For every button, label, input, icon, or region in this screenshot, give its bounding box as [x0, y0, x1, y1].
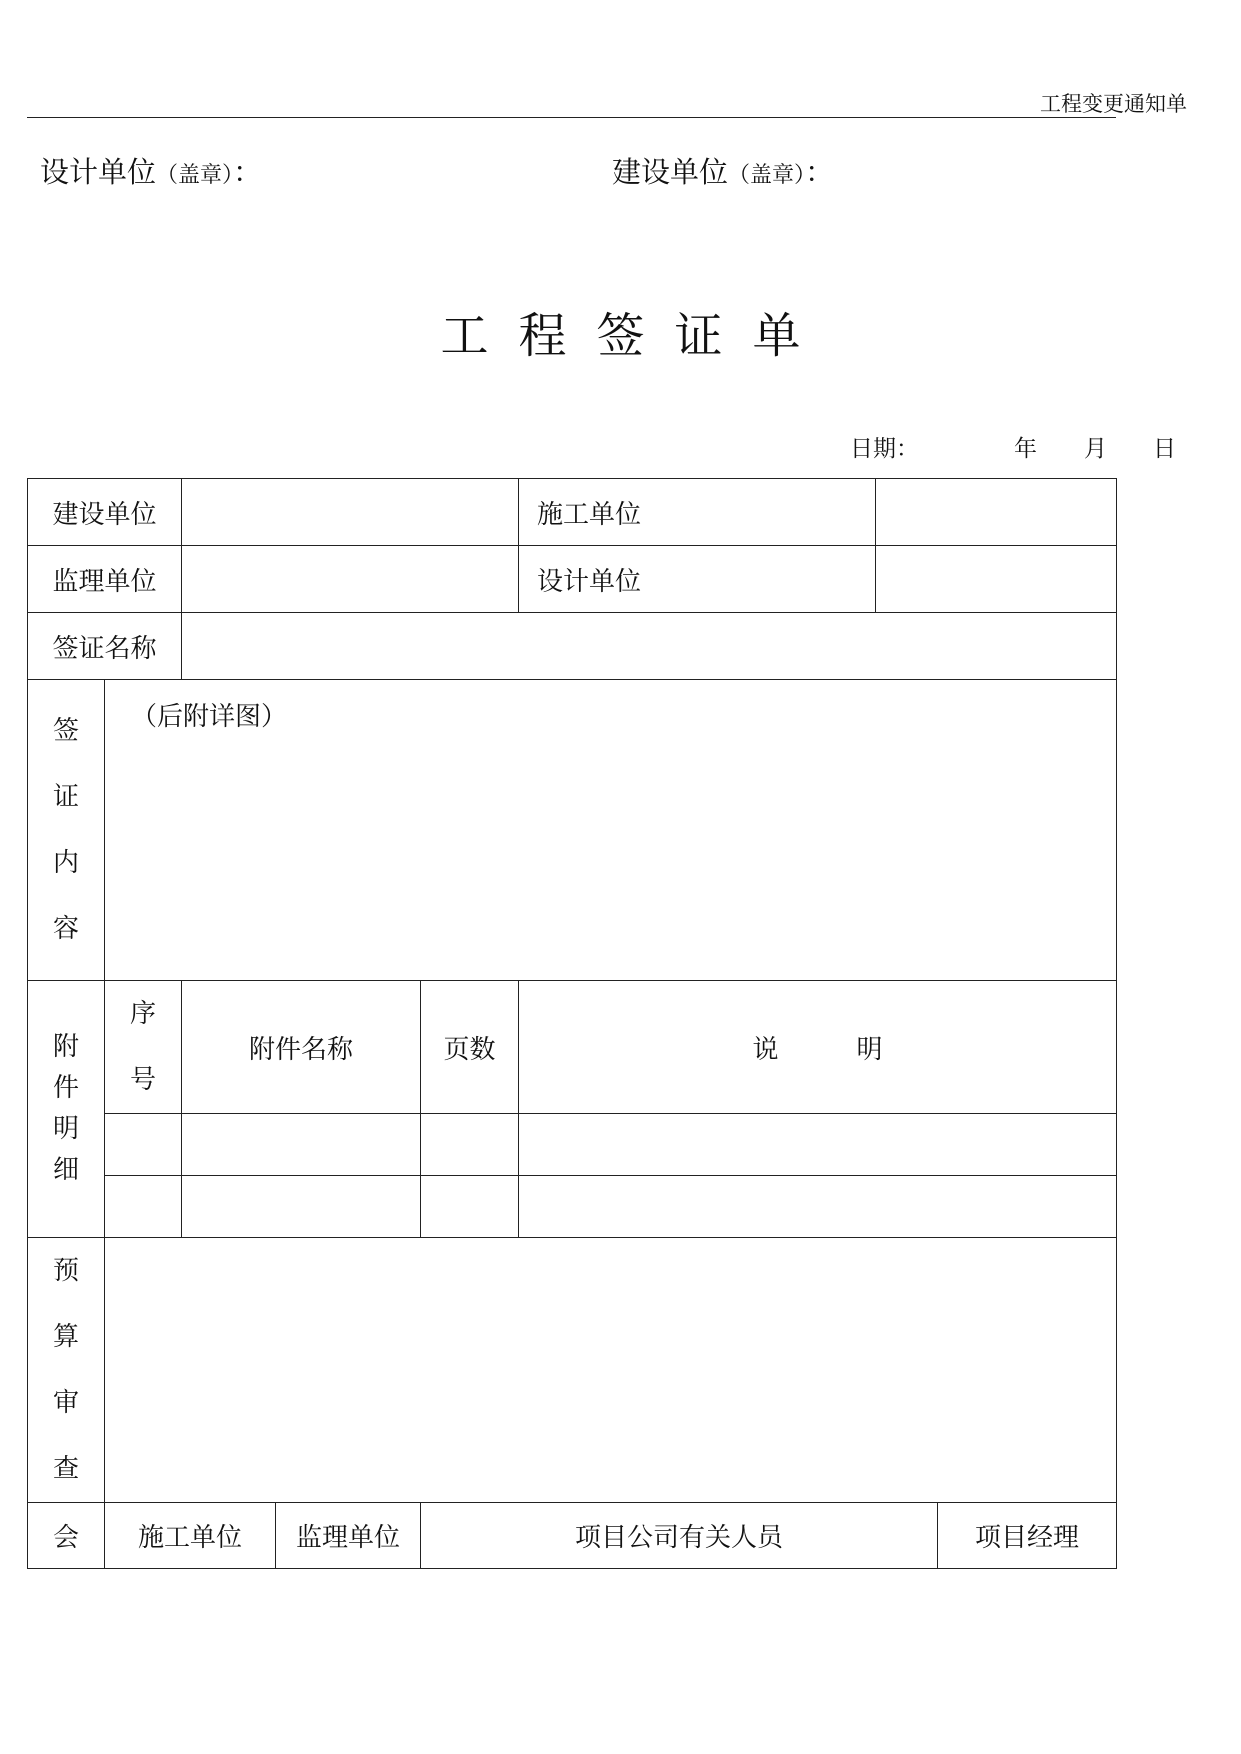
owner-unit-label-cell: 建设单位: [28, 479, 182, 546]
contractor-unit-label-cell: 施工单位: [519, 479, 876, 546]
label-char: 预: [52, 1256, 79, 1286]
label-char: 内: [52, 848, 79, 878]
col-header-attachment-name: 附件名称: [182, 981, 421, 1114]
attachment-seq-cell[interactable]: [105, 1176, 182, 1238]
supervision-unit-label-cell: 监理单位: [28, 546, 182, 613]
design-unit-stamp-line: [40, 150, 262, 191]
label-char: 签: [52, 716, 79, 746]
label-char: 证: [52, 782, 79, 812]
date-day: 日: [1153, 436, 1176, 462]
visa-form-table: [27, 478, 1117, 1569]
table-row: [28, 1114, 1117, 1176]
seal-note: （盖章）: [156, 163, 234, 188]
budget-review-value-cell[interactable]: [105, 1238, 1117, 1503]
label-char: 附: [52, 1032, 79, 1062]
attachment-name-cell[interactable]: [182, 1176, 421, 1238]
table-row: [28, 981, 1117, 1114]
label-char: 算: [52, 1322, 79, 1352]
col-header-pages: 页数: [421, 981, 519, 1114]
table-row: [28, 613, 1117, 680]
design-unit-label: 设计单位: [40, 155, 157, 189]
contractor-unit-value-cell[interactable]: [876, 479, 1117, 546]
label-char: 明: [52, 1114, 79, 1144]
attachment-description-cell[interactable]: [519, 1114, 1117, 1176]
date-label: 日期：: [850, 436, 919, 462]
supervision-unit-value-cell[interactable]: [182, 546, 519, 613]
owner-unit-value-cell[interactable]: [182, 479, 519, 546]
col-header-description: 说 明: [519, 981, 1117, 1114]
visa-content-label-cell: [28, 680, 105, 981]
table-row: [28, 1176, 1117, 1238]
label-char: 件: [52, 1073, 79, 1103]
document-type-label: 工程变更通知单: [1040, 92, 1187, 116]
attachment-pages-cell[interactable]: [421, 1176, 519, 1238]
label-char: 审: [52, 1388, 79, 1418]
signoff-supervision-cell: 监理单位: [276, 1503, 421, 1569]
colon: ：: [805, 155, 835, 189]
signoff-contractor-cell: 施工单位: [105, 1503, 276, 1569]
design-unit-label-cell: 设计单位: [519, 546, 876, 613]
signoff-project-company-cell: 项目公司有关人员: [421, 1503, 938, 1569]
design-unit-value-cell[interactable]: [876, 546, 1117, 613]
visa-name-label-cell: 签证名称: [28, 613, 182, 680]
label-char: 容: [52, 914, 79, 944]
owner-unit-label: 建设单位: [612, 155, 729, 189]
col-header-seq: [105, 981, 182, 1114]
attachment-seq-cell[interactable]: [105, 1114, 182, 1176]
visa-content-value-cell[interactable]: [105, 680, 1117, 981]
attachment-name-cell[interactable]: [182, 1114, 421, 1176]
signoff-project-manager-cell: 项目经理: [938, 1503, 1117, 1569]
attached-drawing-note: （后附详图）: [131, 702, 288, 732]
attachments-label-cell: [28, 981, 105, 1238]
page-title: 工程签证单: [440, 308, 831, 364]
owner-unit-stamp-line: [612, 150, 834, 191]
table-row: [28, 1238, 1117, 1503]
table-row: [28, 546, 1117, 613]
signoff-label-cell: 会: [28, 1503, 105, 1569]
colon: ：: [233, 155, 263, 189]
header-char: 号: [130, 1065, 157, 1095]
table-row: [28, 680, 1117, 981]
table-row: [28, 479, 1117, 546]
table-row: [28, 1503, 1117, 1569]
label-char: 查: [52, 1454, 79, 1484]
date-month: 月: [1084, 436, 1107, 462]
budget-review-label-cell: [28, 1238, 105, 1503]
attachment-description-cell[interactable]: [519, 1176, 1117, 1238]
label-char: 细: [52, 1155, 79, 1185]
seal-note: （盖章）: [728, 163, 806, 188]
header-char: 序: [130, 999, 157, 1029]
header-divider: [27, 117, 1116, 118]
attachment-pages-cell[interactable]: [421, 1114, 519, 1176]
visa-name-value-cell[interactable]: [182, 613, 1117, 680]
date-year: 年: [1014, 436, 1037, 462]
